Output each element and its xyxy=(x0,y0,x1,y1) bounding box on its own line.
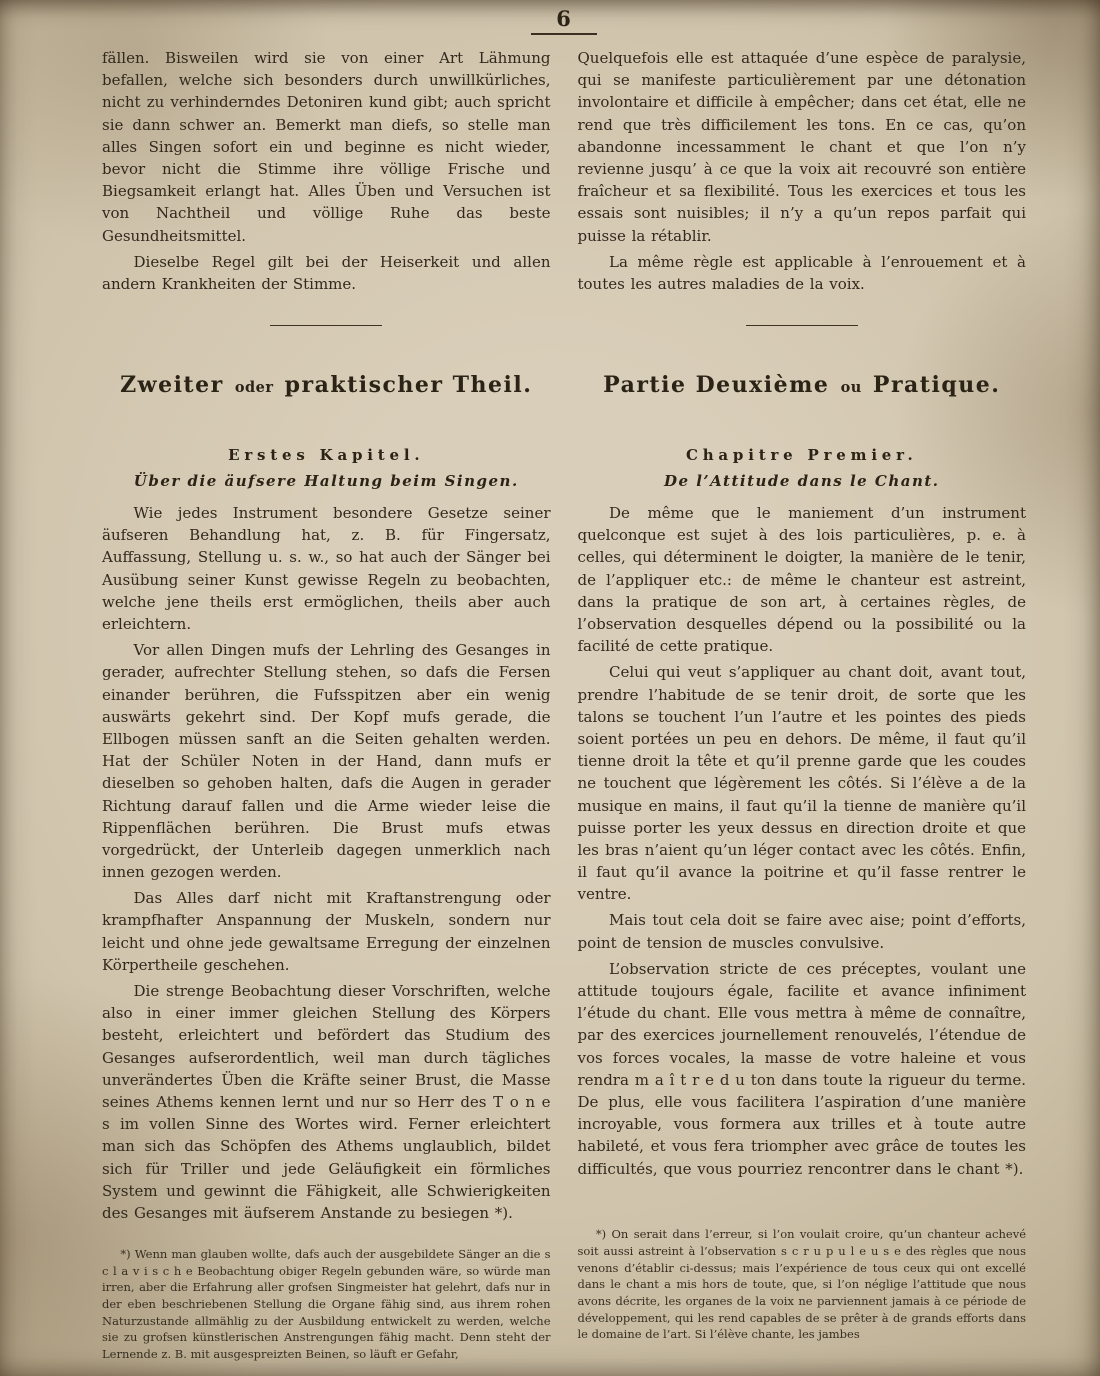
paragraph: La même règle est applicable à l’enrouement et à toutes les autres maladies de la voix. xyxy=(577,252,1026,293)
footnote: *) On serait dans l’erreur, si l’on voulait croire, qu’un chanteur achevé soit aussi astreint à l’observation s c r u p u l e u s e des règles que nous venons d’établir ci-dessus; mais l’expérience de tous ceux qui ont excellé dans le chant a mis hors de toute, que, si l’on néglige l’attitude que nous avons décrite, les organes de la voix ne parviennent jamais à ce période de développement, qui les rend capables de se prêter à de grands efforts dans le domaine de l’art. Si l’élève chante, les jambes xyxy=(577,1227,1026,1342)
section-divider-rule xyxy=(270,325,382,326)
paragraph: L’observation stricte de ces préceptes, voulant une attitude toujours égale, facilite et avance infiniment l’étude du chant. Elle vous mettra à même de connaître, par des exercices journellement renouvelés, l’étendue de vos forces vocales, la masse de votre haleine et vous rendra m a î t r e d u ton dans toute la rigueur du terme. De plus, elle vous facilitera l’aspiration d’une manière incroyable, vous formera aux trilles et à toute autre habileté, et vous fera triompher avec grâce de toutes les difficultés, que vous pourriez rencontrer dans le chant *). xyxy=(577,959,1026,1178)
part-heading-word: Zweiter xyxy=(120,372,224,399)
page-header xyxy=(102,6,1026,35)
paragraph: Mais tout cela doit se faire avec aise; point d’efforts, point de tension de muscles convulsive. xyxy=(577,911,1026,952)
paragraph: Dieselbe Regel gilt bei der Heiserkeit und allen andern Krankheiten der Stimme. xyxy=(102,252,551,293)
part-heading-word: praktischer Theil. xyxy=(284,372,533,399)
two-column-layout xyxy=(102,47,1026,1362)
part-heading xyxy=(102,362,551,400)
paragraph-continuation: Quelquefois elle est attaquée d’une espèce de paralysie, qui se manifeste particulièrement par une détonation involontaire et difficile à empêcher; dans cet état, elle ne rend que très difficilement les tons. En ce cas, qu’on abandonne incessamment le chant et que l’on n’y revienne jusqu’ à ce que la voix ait recouvré son entière fraîcheur et sa flexibilité. Tous les exercices et tous les essais sont nuisibles; il n’y a qu’un repos parfait qui puisse la rétablir. xyxy=(577,49,1026,245)
chapter-heading: Erstes Kapitel. xyxy=(228,446,425,465)
paragraph-continuation: fällen. Bisweilen wird sie von einer Art Lähmung befallen, welche sich besonders durch unwillkürliches, nicht zu verhinderndes Detoniren kund gibt; auch spricht sie dann schwer an. Bemerkt man diefs, so stelle man alles Singen sofort ein und beginne es nicht wieder, bevor nicht die Stimme ihre völlige Frische und Biegsamkeit erlangt hat. Alles Üben und Versuchen ist von Nachtheil und völlige Ruhe das beste Gesundheitsmittel. xyxy=(102,49,551,245)
page-number-rule xyxy=(531,33,597,35)
chapter-heading: Chapitre Premier. xyxy=(685,446,918,465)
paragraph: De même que le maniement d’un instrument quelconque est sujet à des lois particulières, p. e. à celles, qui déterminent le doigter, la manière de le tenir, de l’appliquer etc.: de même le chanteur est astreint, dans la pratique de son art, à certaines règles, de l’observation desquelles dépend ou la possibilité ou la facilité de cette pratique. xyxy=(577,504,1026,656)
paragraph: Das Alles darf nicht mit Kraftanstrengung oder krampfhafter Anspannung der Muskeln, sondern nur leicht und ohne jede gewaltsame Erregung der einzelnen Körpertheile geschehen. xyxy=(102,889,551,974)
part-heading-word: Partie Deuxième xyxy=(603,372,830,399)
part-heading-connector: ou xyxy=(840,379,862,397)
chapter-subtitle: Über die äufsere Haltung beim Singen. xyxy=(133,472,519,491)
paragraph: Die strenge Beobachtung dieser Vorschriften, welche also in einer immer gleichen Stellung des Körpers besteht, erleichtert und befördert das Studium des Gesanges aufserordentlich, weil man durch tägliches unverändertes Üben die Kräfte seiner Brust, die Masse seines Athems kennen lernt und nur so Herr des T o n e s im vollen Sinne des Wortes wird. Ferner erleichtert man sich das Schöpfen des Athems unglaublich, bildet sich für Triller und jede Geläufigkeit ein förmliches System und gewinnt die Fähigkeit, alle Schwierigkeiten des Gesanges mit äufserem Anstande zu besiegen *). xyxy=(102,982,551,1222)
part-heading-connector: oder xyxy=(234,379,274,397)
paragraph: Wie jedes Instrument besondere Gesetze seiner äufseren Behandlung hat, z. B. für Fingersatz, Auffassung, Stellung u. s. w., so hat auch der Sänger bei Ausübung seiner Kunst gewisse Regeln zu beobachten, welche jene theils erst ermöglichen, theils aber auch erleichtern. xyxy=(102,504,551,633)
german-column xyxy=(102,47,551,1362)
page-number: 6 xyxy=(556,6,572,31)
part-heading-word: Pratique. xyxy=(872,372,1001,399)
section-divider-rule xyxy=(746,325,858,326)
french-column xyxy=(578,47,1027,1343)
paragraph: Celui qui veut s’appliquer au chant doit, avant tout, prendre l’habitude de se tenir droit, de sorte que les talons se touchent l’un l’autre et les pointes des pieds soient portées un peu en dehors. De même, il faut qu’il tienne droit la tête et qu’il prenne garde que les coudes ne touchent que légèrement les côtés. Si l’élève a de la musique en mains, il faut qu’il la tienne de manière qu’il puisse porter les yeux dessus en direction droite et que les bras n’aient qu’un léger contact avec les côtés. Enfin, il faut qu’il avance la poitrine et qu’il fasse rentrer le ventre. xyxy=(577,663,1026,904)
part-heading xyxy=(578,362,1027,400)
paragraph: Vor allen Dingen mufs der Lehrling des Gesanges in gerader, aufrechter Stellung stehen, so dafs die Fersen einander berühren, die Fufsspitzen aber ein wenig auswärts gekehrt sind. Der Kopf mufs gerade, die Ellbogen müssen sanft an die Seiten gehalten werden. Hat der Schüler Noten in der Hand, dann mufs er dieselben so gehoben halten, dafs die Augen in gerader Richtung darauf fallen und die Arme wieder leise die Rippenflächen berühren. Die Brust mufs etwas vorgedrückt, der Unterleib dagegen unmerklich nach innen gezogen werden. xyxy=(102,641,551,882)
footnote: *) Wenn man glauben wollte, dafs auch der ausgebildete Sänger an die s c l a v i s c h e Beobachtung obiger Regeln gebunden wäre, so würde man irren, aber die Erfahrung aller grofsen Singmeister hat gelehrt, dafs nur in der eben beschriebenen Stellung die Organe fähig sind, aus ihrem rohen Naturzustande allmählig zu der Ausbildung entwickelt zu werden, welche sie zu grofsen künstlerischen Anstrengungen fähig macht. Denn steht der Lernende z. B. mit ausgespreizten Beinen, so läuft er Gefahr, xyxy=(102,1247,551,1362)
chapter-subtitle: De l’Attitude dans le Chant. xyxy=(663,472,940,491)
